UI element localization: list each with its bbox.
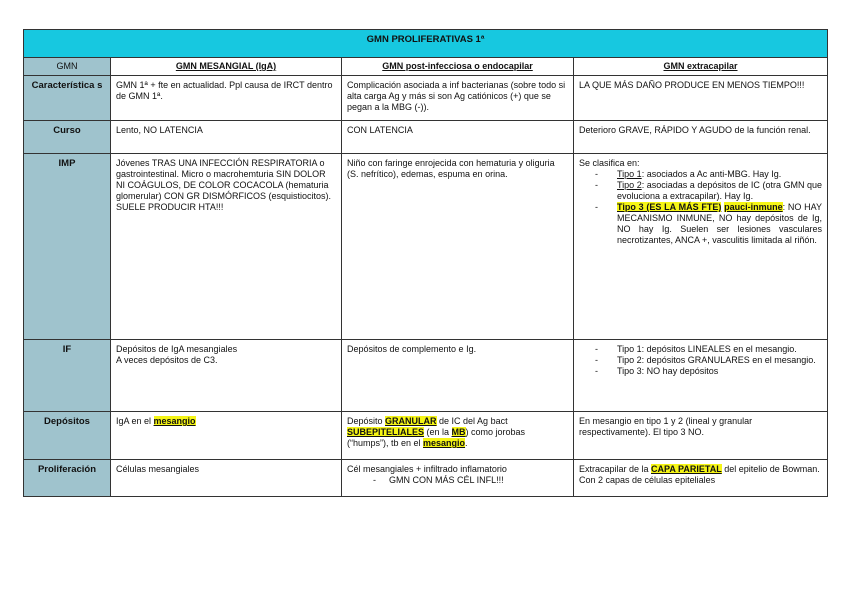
row-imp: [24, 154, 828, 340]
cell-curso-extracapilar: Deterioro GRAVE, RÁPIDO Y AGUDO de la función renal.: [574, 121, 828, 154]
header-gmn-extracapilar: GMN extracapilar: [574, 58, 828, 76]
imp-tipo-1: [617, 169, 822, 180]
row-caracteristicas: [24, 76, 828, 121]
depositos-c1-mesangio: mesangio: [153, 416, 196, 426]
depositos-c2-d: ) como jorobas (“humps”), tb en el: [347, 427, 526, 448]
if-tipo-3: - Tipo 3: NO hay depósitos: [617, 366, 822, 377]
cell-caracteristicas-extracapilar: LA QUE MÁS DAÑO PRODUCE EN MENOS TIEMPO!!!: [574, 76, 828, 121]
proliferacion-c3-post: del epitelio de Bowman. Con 2 capas de células epiteliales: [579, 464, 820, 485]
cell-curso-mesangial: Lento, NO LATENCIA: [111, 121, 342, 154]
gmn-table: [23, 29, 828, 497]
depositos-c2-a: Depósito: [347, 416, 386, 426]
row-curso: [24, 121, 828, 154]
cell-if-mesangial: [111, 340, 342, 412]
cell-imp-extracapilar: [574, 154, 828, 340]
row-if: [24, 340, 828, 412]
tipo3-label: Tipo 3 (ES LA MÁS FTE): [617, 202, 722, 212]
cell-imp-mesangial: Jóvenes TRAS UNA INFECCIÓN RESPIRATORIA o gastrointestinal. Micro o macrohemturia SIN DOLOR NI COÁGULOS, DE COLOR COCACOLA (hematuria glomerular) CON GR DISMÓRFICOS (esquistiocitos). SUELE PRODUCIR HTA!!!: [111, 154, 342, 340]
row-label-depositos: Depósitos: [24, 412, 111, 460]
if-mesangial-line2: A veces depósitos de C3.: [116, 355, 218, 365]
cell-curso-post-infecciosa: CON LATENCIA: [342, 121, 574, 154]
cell-proliferacion-extracapilar: [574, 460, 828, 497]
header-gmn-mesangial: GMN MESANGIAL (IgA): [111, 58, 342, 76]
row-proliferacion: [24, 460, 828, 497]
row-label-if: IF: [24, 340, 111, 412]
header-corner: GMN: [24, 58, 111, 76]
proliferacion-c2-list: [347, 475, 568, 486]
cell-imp-post-infecciosa: Niño con faringe enrojecida con hematuria y oliguria (S. nefrítico), edemas, espuma en orina.: [342, 154, 574, 340]
proliferacion-c2-line1: Cél mesangiales + infiltrado inflamatorio: [347, 464, 507, 474]
if-tipos-list: [579, 344, 822, 377]
proliferacion-c3-pre: Extracapilar de la: [579, 464, 652, 474]
depositos-c2-e: .: [465, 438, 468, 448]
row-label-proliferacion: Proliferación: [24, 460, 111, 497]
imp-tipo-3: [617, 202, 822, 246]
table-title: GMN PROLIFERATIVAS 1ª: [24, 30, 828, 58]
header-row: [24, 58, 828, 76]
row-depositos: [24, 412, 828, 460]
tipo1-text: : asociados a Ac anti-MBG. Hay Ig.: [641, 169, 782, 179]
depositos-c1-pre: IgA en el: [116, 416, 154, 426]
if-mesangial-line1: Depósitos de IgA mesangiales: [116, 344, 238, 354]
cell-if-post-infecciosa: Depósitos de complemento e Ig.: [342, 340, 574, 412]
cell-proliferacion-mesangial: Células mesangiales: [111, 460, 342, 497]
tipo3-text: : NO HAY MECANISMO INMUNE, NO hay depósitos de Ig, NO hay Ig. Suelen ser lesiones vasculares necrotizantes, ANCA +, vasculitis limitada al riñón.: [617, 202, 823, 245]
imp-intro: Se clasifica en:: [579, 158, 640, 168]
cell-caracteristicas-mesangial: GMN 1ª + fte en actualidad. Ppl causa de IRCT dentro de GMN 1ª.: [111, 76, 342, 121]
row-label-caracteristicas: Característica s: [24, 76, 111, 121]
if-tipo-1: - Tipo 1: depósitos LINEALES en el mesangio.: [617, 344, 822, 355]
tipo1-label: Tipo 1: [617, 169, 642, 179]
depositos-c2-subepiteliales: SUBEPITELIALES: [347, 427, 425, 437]
cell-depositos-mesangial: [111, 412, 342, 460]
tipo3-pauci: pauci-inmune: [724, 202, 783, 212]
header-gmn-post-infecciosa: GMN post-infecciosa o endocapilar: [342, 58, 574, 76]
cell-depositos-extracapilar: En mesangio en tipo 1 y 2 (lineal y granular respectivamente). El tipo 3 NO.: [574, 412, 828, 460]
tipo2-label: Tipo 2: [617, 180, 642, 190]
cell-if-extracapilar: [574, 340, 828, 412]
depositos-c2-b: de IC del Ag bact: [436, 416, 508, 426]
depositos-c2-granular: GRANULAR: [385, 416, 437, 426]
proliferacion-c2-item: - GMN CON MÁS CÉL INFL!!!: [389, 475, 568, 486]
if-tipo-2: - Tipo 2: depósitos GRANULARES en el mesangio.: [617, 355, 822, 366]
depositos-c2-c: (en la: [424, 427, 452, 437]
row-label-imp: IMP: [24, 154, 111, 340]
cell-proliferacion-post-infecciosa: [342, 460, 574, 497]
depositos-c2-mesangio: mesangio: [423, 438, 466, 448]
imp-tipos-list: [579, 169, 822, 246]
proliferacion-c3-capa-parietal: CAPA PARIETAL: [651, 464, 722, 474]
row-label-curso: Curso: [24, 121, 111, 154]
tipo2-text: : asociadas a depósitos de IC (otra GMN que evoluciona a extracapilar). Hay Ig.: [617, 180, 823, 201]
cell-depositos-post-infecciosa: [342, 412, 574, 460]
depositos-c2-mb: MB: [451, 427, 466, 437]
imp-tipo-2: [617, 180, 822, 202]
cell-caracteristicas-post-infecciosa: Complicación asociada a inf bacterianas (sobre todo si alta carga Ag y más si son Ag catiónicos (+) que se pegan a la MBG (-)).: [342, 76, 574, 121]
